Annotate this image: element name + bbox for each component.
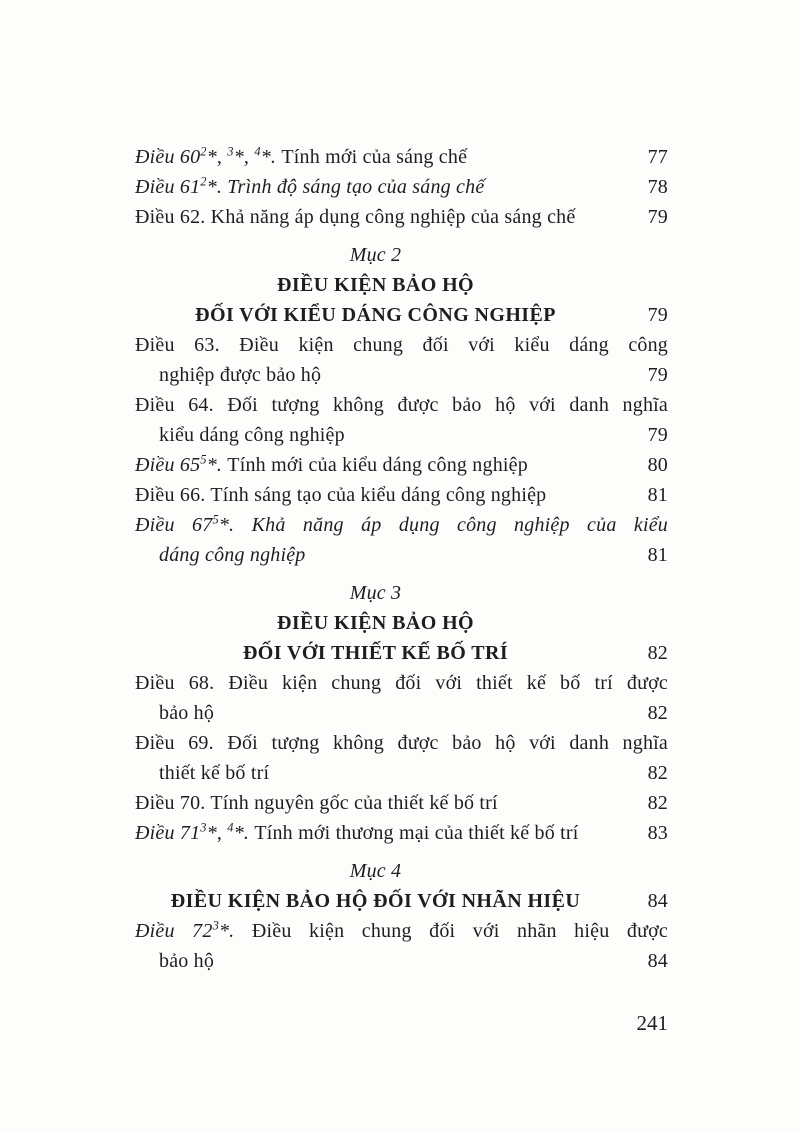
toc-line-text	[135, 886, 616, 916]
toc-page-number: 78	[647, 176, 668, 198]
toc-line-text	[135, 946, 616, 976]
toc-entry	[135, 818, 668, 848]
toc-section-heading	[135, 638, 668, 668]
toc-line-text	[135, 788, 616, 818]
toc-line-text	[135, 480, 616, 510]
toc-text-segment: Điều 65	[135, 454, 201, 476]
toc-text-segment: Điều kiện chung đối với nhãn hiệu được	[251, 920, 668, 942]
toc-text-segment: Điều 66. Tính sáng tạo của kiểu dáng công nghiệp	[135, 484, 547, 506]
toc-text-segment: Tính mới thương mại của thiết kế bố trí	[254, 822, 579, 844]
toc-line-text	[135, 270, 616, 300]
toc-text-segment: Điều 63. Điều kiện chung đối với kiểu dáng công	[135, 334, 668, 356]
footnote-superscript: 3	[212, 918, 219, 933]
toc-text-segment: Tính mới của sáng chế	[281, 146, 468, 168]
toc-line-text	[135, 360, 616, 390]
toc-text-segment: bảo hộ	[159, 702, 215, 724]
toc-line-text	[135, 638, 616, 668]
toc-line-text	[135, 698, 616, 728]
toc-entry	[135, 330, 668, 360]
toc-entry-continuation	[135, 540, 668, 570]
toc-line-text	[135, 420, 616, 450]
toc-entry-continuation	[135, 360, 668, 390]
toc-line-text	[135, 540, 616, 570]
toc-line-text	[135, 856, 616, 886]
toc-section-label	[135, 578, 668, 608]
footnote-superscript: 2	[200, 144, 207, 159]
toc-entry	[135, 788, 668, 818]
toc-line-text	[135, 668, 668, 698]
toc-text-segment: *. Khả năng áp dụng công nghiệp của kiểu	[218, 514, 669, 536]
footnote-superscript: 4	[254, 144, 261, 159]
toc-page-number: 84	[647, 950, 668, 972]
toc-list	[135, 142, 668, 976]
toc-page-number: 82	[647, 792, 668, 814]
toc-text-segment: thiết kế bố trí	[159, 762, 270, 784]
toc-text-segment: *.	[260, 146, 282, 168]
toc-page-number: 81	[647, 484, 668, 506]
toc-text-segment: Tính mới của kiểu dáng công nghiệp	[227, 454, 528, 476]
toc-text-segment: *. Trình độ sáng tạo của sáng chế	[206, 176, 485, 198]
toc-text-segment: ĐIỀU KIỆN BẢO HỘ	[277, 612, 474, 634]
toc-text-segment: ĐIỀU KIỆN BẢO HỘ ĐỐI VỚI NHÃN HIỆU	[170, 890, 581, 912]
toc-entry	[135, 510, 668, 540]
toc-text-segment: Mục 3	[349, 582, 402, 604]
toc-text-segment: *,	[233, 146, 255, 168]
toc-line-text	[135, 758, 616, 788]
footnote-superscript: 3	[227, 144, 234, 159]
toc-text-segment: Điều 62. Khả năng áp dụng công nghiệp của sáng chế	[135, 206, 576, 228]
toc-section-heading	[135, 300, 668, 330]
toc-text-segment: Điều 67	[135, 514, 213, 536]
toc-line-text	[135, 202, 616, 232]
toc-line-text	[135, 450, 616, 480]
footnote-superscript: 5	[212, 512, 219, 527]
footnote-superscript: 2	[200, 174, 207, 189]
toc-text-segment: Điều 71	[135, 822, 201, 844]
toc-text-segment: Mục 2	[349, 244, 402, 266]
toc-page-number: 77	[647, 146, 668, 168]
footnote-superscript: 3	[200, 820, 207, 835]
toc-text-segment: Điều 68. Điều kiện chung đối với thiết kế bố trí được	[135, 672, 668, 694]
toc-entry	[135, 668, 668, 698]
footer-page-number: 241	[636, 1011, 668, 1035]
toc-text-segment: *,	[206, 822, 228, 844]
toc-text-segment: Điều 70. Tính nguyên gốc của thiết kế bố trí	[135, 792, 498, 814]
toc-text-segment: Mục 4	[349, 860, 402, 882]
toc-entry-continuation	[135, 946, 668, 976]
toc-page-number: 79	[647, 304, 668, 326]
footnote-superscript: 5	[200, 452, 207, 467]
toc-text-segment: Điều 72	[135, 920, 213, 942]
toc-line-text	[135, 916, 668, 946]
toc-line-text	[135, 578, 616, 608]
toc-text-segment: dáng công nghiệp	[159, 544, 306, 566]
toc-page-number: 82	[647, 762, 668, 784]
toc-text-segment: kiểu dáng công nghiệp	[159, 424, 345, 446]
toc-entry	[135, 450, 668, 480]
toc-text-segment: *,	[206, 146, 228, 168]
toc-section-heading	[135, 270, 668, 300]
toc-section-heading	[135, 886, 668, 916]
toc-entry	[135, 172, 668, 202]
toc-section-label	[135, 240, 668, 270]
toc-text-segment: Điều 69. Đối tượng không được bảo hộ với danh nghĩa	[135, 732, 668, 754]
toc-entry-continuation	[135, 758, 668, 788]
toc-text-segment: ĐỐI VỚI THIẾT KẾ BỐ TRÍ	[242, 642, 509, 664]
toc-line-text	[135, 818, 616, 848]
toc-page-number: 83	[647, 822, 668, 844]
toc-line-text	[135, 172, 616, 202]
toc-text-segment: Điều 60	[135, 146, 201, 168]
toc-page-number: 79	[647, 364, 668, 386]
toc-text-segment: *.	[218, 920, 252, 942]
toc-line-text	[135, 728, 668, 758]
toc-section-label	[135, 856, 668, 886]
toc-text-segment: ĐIỀU KIỆN BẢO HỘ	[277, 274, 474, 296]
toc-line-text	[135, 300, 616, 330]
toc-entry	[135, 390, 668, 420]
toc-page-number: 84	[647, 890, 668, 912]
toc-page-number: 82	[647, 642, 668, 664]
toc-entry	[135, 480, 668, 510]
toc-text-segment: *.	[233, 822, 255, 844]
toc-page-number: 81	[647, 544, 668, 566]
toc-text-segment: Điều 64. Đối tượng không được bảo hộ với danh nghĩa	[135, 394, 668, 416]
toc-text-segment: ĐỐI VỚI KIỂU DÁNG CÔNG NGHIỆP	[195, 304, 556, 326]
toc-page-number: 82	[647, 702, 668, 724]
toc-text-segment: *.	[206, 454, 228, 476]
toc-line-text	[135, 240, 616, 270]
toc-page-number: 80	[647, 454, 668, 476]
toc-text-segment: bảo hộ	[159, 950, 215, 972]
toc-section-heading	[135, 608, 668, 638]
toc-entry	[135, 142, 668, 172]
toc-page-number: 79	[647, 424, 668, 446]
toc-line-text	[135, 608, 616, 638]
toc-entry-continuation	[135, 420, 668, 450]
toc-entry-continuation	[135, 698, 668, 728]
footnote-superscript: 4	[227, 820, 234, 835]
toc-entry	[135, 916, 668, 946]
toc-page-number: 79	[647, 206, 668, 228]
toc-line-text	[135, 510, 668, 540]
toc-text-segment: nghiệp được bảo hộ	[159, 364, 322, 386]
toc-line-text	[135, 142, 616, 172]
toc-entry	[135, 202, 668, 232]
toc-text-segment: Điều 61	[135, 176, 201, 198]
toc-entry	[135, 728, 668, 758]
toc-line-text	[135, 390, 668, 420]
toc-line-text	[135, 330, 668, 360]
